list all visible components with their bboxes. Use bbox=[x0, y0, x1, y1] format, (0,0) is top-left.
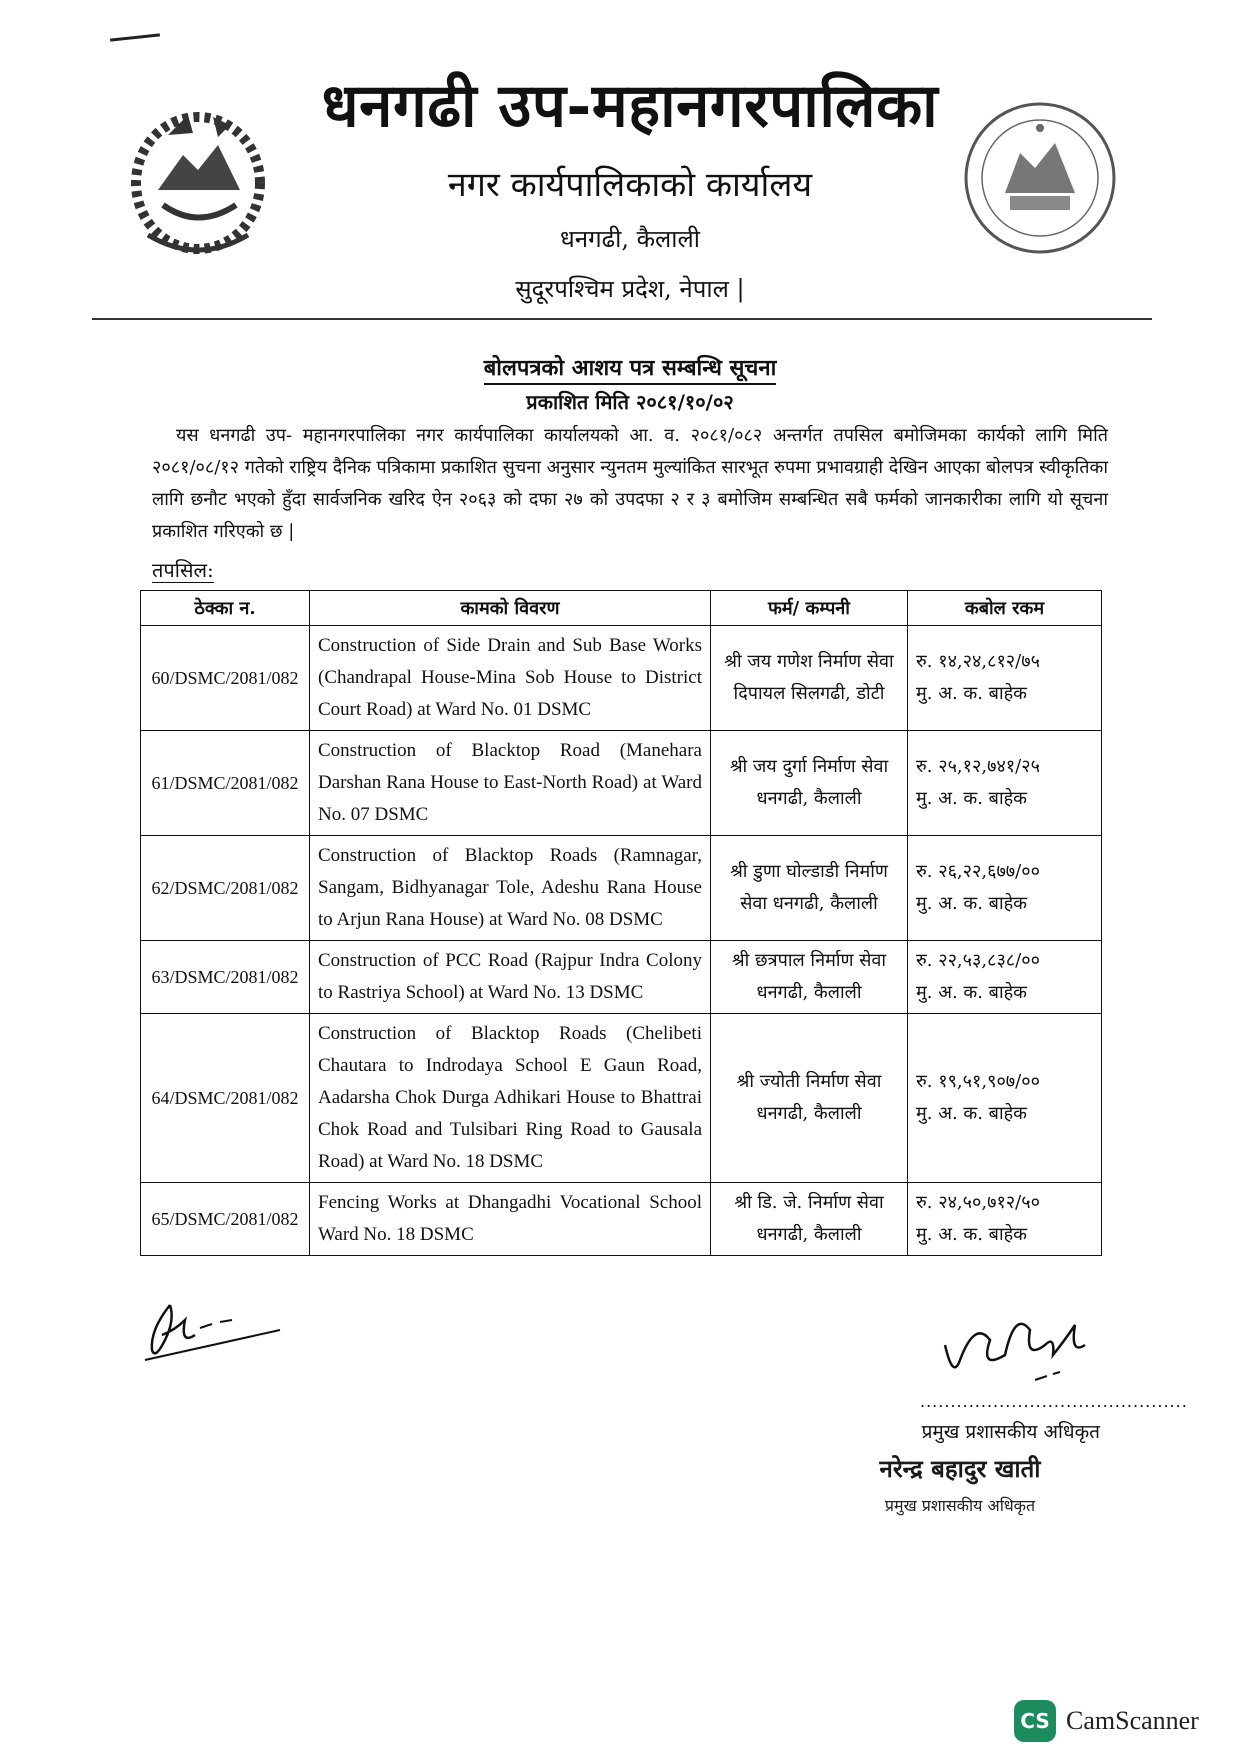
stamp-name: नरेन्द्र बहादुर खाती bbox=[879, 1454, 1041, 1483]
vat-note: मु. अ. क. बाहेक bbox=[916, 893, 1027, 914]
firm-name: श्री डुणा घोल्डाडी निर्माण सेवा धनगढी, कैलाली bbox=[711, 836, 908, 941]
right-signature bbox=[935, 1300, 1105, 1395]
org-name: धनगढी उप-महानगरपालिका bbox=[321, 71, 939, 141]
table-row bbox=[141, 731, 1102, 836]
work-description: Construction of PCC Road (Rajpur Indra Colony to Rastriya School) at Ward No. 13 DSMC bbox=[310, 941, 711, 1014]
firm-name: श्री छत्रपाल निर्माण सेवा धनगढी, कैलाली bbox=[711, 941, 908, 1014]
contract-no: 65/DSMC/2081/082 bbox=[141, 1183, 310, 1256]
bid-amount: रु. २५,१२,७४१/२५ bbox=[916, 756, 1040, 777]
municipality-seal-icon bbox=[960, 98, 1120, 258]
table-row bbox=[141, 626, 1102, 731]
bid-amount: रु. १९,५१,९०७/०० bbox=[916, 1071, 1040, 1092]
table-row bbox=[141, 1183, 1102, 1256]
tender-table bbox=[140, 590, 1102, 1256]
left-signature bbox=[140, 1290, 290, 1370]
firm-name: श्री ज्योती निर्माण सेवा धनगढी, कैलाली bbox=[711, 1014, 908, 1183]
contract-no: 63/DSMC/2081/082 bbox=[141, 941, 310, 1014]
contract-no: 64/DSMC/2081/082 bbox=[141, 1014, 310, 1183]
notice-body: यस धनगढी उप- महानगरपालिका नगर कार्यपालिका कार्यालयको आ. व. २०८१/०८२ अन्तर्गत तपसिल बमोजिमका कार्यको लागि मिति २०८१/०८/१२ गतेको राष्ट्रिय दैनिक पत्रिकामा प्रकाशित सुचना अनुसार न्युनतम मुल्यांकित सारभूत रुपमा प्रभावग्राही देखिन आएका बोलपत्र स्वीकृतिका लागि छनौट भएको हुँदा सार्वजनिक खरिद ऐन २०६३ को दफा २७ को उपदफा २ र ३ बमोजिम सम्बन्धित सबै फर्मको जानकारीका लागि यो सूचना प्रकाशित गरिएको छ | bbox=[152, 425, 1108, 542]
header-firm: फर्म/ कम्पनी bbox=[711, 591, 908, 626]
header-contract-no: ठेक्का न. bbox=[141, 591, 310, 626]
work-description: Construction of Blacktop Road (Manehara Darshan Rana House to East-North Road) at Ward No. 07 DSMC bbox=[310, 731, 711, 836]
stamp-title: प्रमुख प्रशासकीय अधिकृत bbox=[884, 1496, 1036, 1515]
signature-line: ............................................ bbox=[920, 1392, 1188, 1411]
contract-no: 60/DSMC/2081/082 bbox=[141, 626, 310, 731]
work-description: Fencing Works at Dhangadhi Vocational School Ward No. 18 DSMC bbox=[310, 1183, 711, 1256]
office-city: धनगढी, कैलाली bbox=[560, 225, 700, 253]
office-name: नगर कार्यपालिकाको कार्यालय bbox=[447, 165, 813, 205]
firm-name: श्री जय गणेश निर्माण सेवा दिपायल सिलगढी, डोटी bbox=[711, 626, 908, 731]
contract-no: 61/DSMC/2081/082 bbox=[141, 731, 310, 836]
work-description: Construction of Side Drain and Sub Base Works (Chandrapal House-Mina Sob House to District Court Road) at Ward No. 01 DSMC bbox=[310, 626, 711, 731]
table-row bbox=[141, 1014, 1102, 1183]
work-description: Construction of Blacktop Roads (Ramnagar, Sangam, Bidhyanagar Tole, Adeshu Rana House to Arjun Rana House) at Ward No. 08 DSMC bbox=[310, 836, 711, 941]
vat-note: मु. अ. क. बाहेक bbox=[916, 788, 1027, 809]
bid-amount-cell bbox=[908, 836, 1102, 941]
notice-title: बोलपत्रको आशय पत्र सम्बन्धि सूचना bbox=[300, 352, 960, 382]
contract-no: 62/DSMC/2081/082 bbox=[141, 836, 310, 941]
bid-amount-cell bbox=[908, 1014, 1102, 1183]
bid-amount: रु. २२,५३,८३८/०० bbox=[916, 950, 1040, 971]
table-header-row bbox=[141, 591, 1102, 626]
vat-note: मु. अ. क. बाहेक bbox=[916, 683, 1027, 704]
pen-mark bbox=[110, 33, 160, 41]
vat-note: मु. अ. क. बाहेक bbox=[916, 1224, 1027, 1245]
firm-name: श्री डि. जे. निर्माण सेवा धनगढी, कैलाली bbox=[711, 1183, 908, 1256]
bid-amount-cell bbox=[908, 731, 1102, 836]
details-label: तपसिल: bbox=[152, 558, 214, 582]
table-row bbox=[141, 941, 1102, 1014]
header-divider bbox=[92, 318, 1152, 320]
bid-amount: रु. २६,२२,६७७/०० bbox=[916, 861, 1040, 882]
vat-note: मु. अ. क. बाहेक bbox=[916, 982, 1027, 1003]
bid-amount-cell bbox=[908, 626, 1102, 731]
header-description: कामको विवरण bbox=[310, 591, 711, 626]
nepal-emblem-icon bbox=[118, 95, 278, 265]
camscanner-logo-icon: CS bbox=[1014, 1700, 1056, 1742]
camscanner-label: CamScanner bbox=[1066, 1706, 1199, 1735]
header-amount: कबोल रकम bbox=[908, 591, 1102, 626]
bid-amount-cell bbox=[908, 1183, 1102, 1256]
bid-amount: रु. २४,५०,७१२/५० bbox=[916, 1192, 1040, 1213]
firm-name: श्री जय दुर्गा निर्माण सेवा धनगढी, कैलाली bbox=[711, 731, 908, 836]
bid-amount: रु. १४,२४,८१२/७५ bbox=[916, 651, 1040, 672]
signatory-title: प्रमुख प्रशासकीय अधिकृत bbox=[921, 1421, 1100, 1443]
work-description: Construction of Blacktop Roads (Chelibeti Chautara to Indrodaya School E Gaun Road, Aadarsha Chok Durga Adhikari House to Bhattrai Chok Road and Tulsibari Ring Road to Gausala Road) at Ward No. 18 DSMC bbox=[310, 1014, 711, 1183]
vat-note: मु. अ. क. बाहेक bbox=[916, 1103, 1027, 1124]
office-province: सुदूरपश्चिम प्रदेश, नेपाल | bbox=[515, 275, 745, 303]
table-row bbox=[141, 836, 1102, 941]
publish-date: प्रकाशित मिति २०८१/१०/०२ bbox=[526, 390, 734, 414]
bid-amount-cell bbox=[908, 941, 1102, 1014]
